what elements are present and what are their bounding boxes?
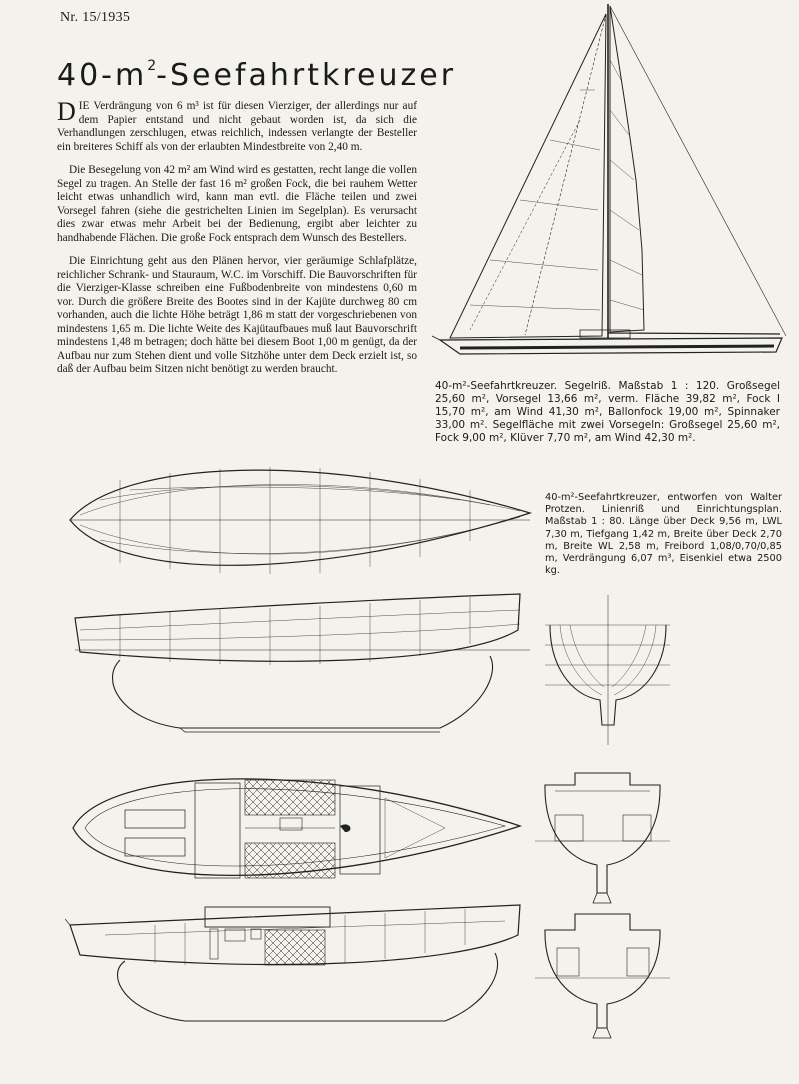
midship-section-lower-drawing <box>535 900 670 1040</box>
sail-plan-drawing <box>430 0 790 375</box>
half-breadth-plan-drawing <box>60 455 540 585</box>
article-title <box>57 58 456 93</box>
sail-plan-caption: 40-m²-Seefahrtkreuzer. Segelriß. Maßstab 1 : 120. Großsegel 25,60 m², Vorsegel 13,66 m², verm. Fläche 39,82 m², Fock I 15,70 m², am Wind 41,30 m², Ballonfock 19,00 m², Spinnaker 33,00 m². Segelfläche mit zwei Vorsegeln: Großsegel 25,60 m², Fock 9,00 m², Klüver 7,70 m², am Wind 42,30 m². <box>435 380 780 444</box>
title-prefix: 40-m <box>57 58 148 93</box>
accommodation-section-drawing <box>65 895 530 1035</box>
accommodation-plan-drawing <box>65 758 530 898</box>
page-number: Nr. 15/1935 <box>60 10 131 25</box>
paragraph-1 <box>57 97 417 154</box>
paragraph-1-text: IE Verdrängung von 6 m³ ist für diesen Vierziger, der allerdings nur auf dem Papier entstand und nicht gebaut worden ist, da sich die Verhandlungen zerschlugen, etwas reichlich, indessen verlangte der Besteller ein breiteres Schiff als von der erlaubten Mindestbreite von 2,40 m. <box>57 100 417 153</box>
dropcap: D <box>57 97 76 126</box>
midship-section-upper-drawing <box>535 765 670 905</box>
body-plan-drawing <box>540 595 680 745</box>
paragraph-2: Die Besegelung von 42 m² am Wind wird es gestatten, recht lange die vollen Segel zu tragen. An Stelle der fast 16 m² großen Fock, die bei rauhem Wetter leicht etwas unhandlich wird, kann man evtl. die Fläche teilen und zwei Vorsegel fahren (siehe die gestrichelten Linien im Segelplan). Es verursacht dies zwar etwas mehr Arbeit bei der Bedienung, ergibt aber leichter zu handhabende Flächen. Die große Fock entsprach dem Wunsch des Bestellers. <box>57 164 417 244</box>
title-suffix: -Seefahrtkreuzer <box>156 58 457 93</box>
profile-plan-drawing <box>60 590 540 740</box>
lines-plan-caption: 40-m²-Seefahrtkreuzer, entworfen von Walter Protzen. Linienriß und Einrichtungsplan. Maßstab 1 : 80. Länge über Deck 9,56 m, LWL 7,30 m, Tiefgang 1,42 m, Breite über Deck 2,70 m, Breite WL 2,58 m, Freibord 1,08/0,70/0,85 m, Verdrängung 6,07 m³, Eisenkiel etwa 2500 kg. <box>545 492 782 577</box>
article-body <box>57 97 417 387</box>
title-superscript: 2 <box>147 58 157 74</box>
paragraph-3: Die Einrichtung geht aus den Plänen hervor, vier geräumige Schlafplätze, reichlicher Schrank- und Stauraum, W.C. im Vorschiff. Die Bauvorschriften für die Vierziger-Klasse schreiben eine Fußbodenbreite von mindestens 0,60 m vor. Durch die größere Breite des Bootes sind in der Kajüte durchweg 80 cm vorhanden, auch die lichte Höhe beträgt 1,86 m statt der vorgeschriebenen von mindestens 1,65 m. Die lichte Weite des Kajütaufbaues muß laut Bauvorschrift mindestens 1,48 m betragen; doch hätte bei diesem Boot 1,00 m genügt, da der Aufbau nur zum Stehen dient und volle Sitzhöhe unter dem Deck erzielt ist, so daß der Aufbau beim Sitzen nicht benötigt zu werden braucht. <box>57 255 417 375</box>
